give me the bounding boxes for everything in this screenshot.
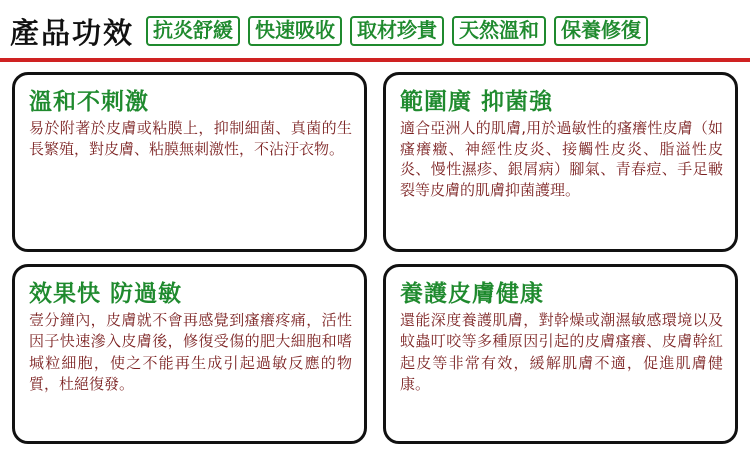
benefit-card-title: 溫和不刺激 (29, 88, 149, 115)
benefit-card-title: 效果快 防過敏 (29, 280, 183, 307)
benefit-card-body: 還能深度養護肌膚，對幹燥或潮濕敏感環境以及蚊蟲叮咬等多種原因引起的皮膚瘙癢、皮膚幹紅起皮等非常有效，緩解肌膚不適，促進肌膚健康。 (400, 311, 723, 393)
benefit-card-grid (0, 62, 750, 444)
benefit-card-skin-care (383, 264, 738, 444)
benefit-card-fast-acting (12, 264, 367, 444)
benefit-tag-1: 抗炎舒緩 (146, 16, 240, 46)
benefit-card-body: 易於附著於皮膚或粘膜上，抑制細菌、真菌的生長繁殖，對皮膚、粘膜無刺激性，不沾汙衣物。 (29, 119, 352, 159)
benefit-card-body: 壹分鐘內，皮膚就不會再感覺到瘙癢疼痛，活性因子快速滲入皮膚後，修復受傷的肥大細胞和嗜堿粒細胞，使之不能再生成引起過敏反應的物質，杜絕復發。 (29, 311, 352, 393)
benefit-tag-2: 快速吸收 (248, 16, 342, 46)
benefit-card-title: 範圍廣 抑菌強 (400, 88, 554, 115)
benefit-card-body: 適合亞洲人的肌膚,用於過敏性的瘙癢性皮膚（如瘙癢癥、神經性皮炎、接觸性皮炎、脂溢性皮炎、慢性濕疹、銀屑病）腳氣、青春痘、手足皸裂等皮膚的肌膚抑菌護理。 (400, 119, 723, 200)
benefit-tag-4: 天然溫和 (452, 16, 546, 46)
benefit-card-broad-spectrum (383, 72, 738, 252)
benefit-card-title: 養護皮膚健康 (400, 280, 544, 307)
benefit-tag-5: 保養修復 (554, 16, 648, 46)
benefit-card-gentle (12, 72, 367, 252)
page-title: 產品功效 (10, 15, 135, 50)
page-header (0, 0, 750, 56)
benefit-tag-3: 取材珍貴 (350, 16, 444, 46)
